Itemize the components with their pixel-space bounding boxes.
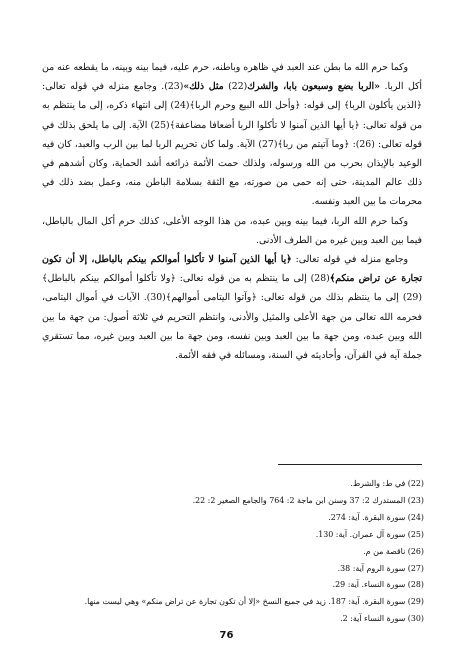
quote-text: «الربا بضع وسبعون بابا، والشرك — [247, 81, 380, 93]
footnote-marker: (22) — [223, 81, 248, 93]
footnote: (24) سورة البقرة. آية: 274. — [328, 512, 424, 522]
footnote: (29) سورة البقرة. آية: 187. زيد في جميع النسخ «إلا أن تكون تجارة عن تراض منكم» وهي ليست منها. — [84, 597, 424, 607]
footnote: (23) المستدرك 2: 37 وسنن ابن ماجة 2: 764 والجامع الصغير 2: 22. — [192, 495, 424, 505]
footnote: (27) سورة الروم آية: 38. — [337, 563, 424, 573]
paragraph-text: وجامع منزله في قوله تعالى: — [291, 254, 408, 266]
footnote: (30) سورة النساء آية: 2. — [340, 614, 424, 624]
paragraph-text: وكما حرم الله ما بطن عند العبد في ظاهره وباطنه، حرم عليه، فيما بينه وبينه، ما يقطعه عنه من أكل الربا. — [42, 62, 422, 93]
quote-text: ﴿يا أيها الذين آمنوا لا تأكلوا أموالكم بينكم بالباطل، إلا أن تكون تجارة عن تراض منكم﴾ — [42, 254, 422, 285]
footnote-marker: (28) — [306, 273, 330, 285]
paragraph — [42, 58, 422, 212]
paragraph-text: (23). وجامع منزله في قوله تعالى: ﴿الذين يأكلون الربا﴾ إلى قوله: ﴿وأحل الله البيع وحرم الربا﴾(24) إلى انتهاء ذكره، إلى ما ينتظم به من قوله تعالى: ﴿يا أيها الذين آمنوا لا تأكلوا الربا أضعافا مضاعفة﴾(25) الآية. إلى ما يلحق بذلك في قوله تعالى: (26): ﴿وما آتيتم من ربا﴾(27) الآية. ولما كان تحريم الربا لما بين الرب والعبد، كان فيه الوعيد بالإيذان بحرب من الله ورسوله، ولذلك حمت الأئمة ذرائعه أشد الحماية، وكان أشدهم في ذلك عالم المدينة، حتى إنه حمى من صورته، مع الثقة بسلامة الباطن منه، وعمل بضد ذلك في محرمات ما بين العبد ونفسه. — [42, 81, 422, 208]
footnotes — [40, 476, 424, 628]
main-text — [42, 58, 422, 365]
page-number: 76 — [219, 630, 234, 641]
footnote: (28) سورة النساء. آية: 29. — [332, 580, 424, 590]
paragraph — [42, 212, 422, 250]
paragraph-text: إلى ما ينتظم به من قوله تعالى: ﴿ولا تأكلوا أموالكم بينكم بالباطل﴾(29) إلى ما ينتظم بذلك من قوله تعالى: ﴿وآتوا اليتامى أموالهم﴾(30). الآيات في أموال اليتامى، فحرمه الله تعالى من جهة الأعلى والمثيل والأدنى، وانتظم التحريم في ثلاثة أصول: من جهة ما بين الله وبين عبده، ومن جهة ما بين العبد وبين نفسه، ومن جهة ما بين العبد وبين غيره، مما تستقري جملة آيه في القرآن، وأحاديثه في السنة، ومسائله في فقه الأئمة. — [42, 273, 422, 362]
footnote: (26) ناقصة من م. — [363, 546, 424, 556]
paragraph — [42, 250, 422, 365]
paragraph-text: وكما حرم الله الربا، فيما بينه وبين عبده، من هذا الوجه الأعلى، كذلك حرم أكل المال بالباطل، فيما بين العبد وبين غيره من الطرف الأدنى. — [42, 215, 422, 246]
footnote: (22) في ط: والشرط. — [350, 479, 424, 488]
footnote-divider — [278, 464, 422, 465]
footnote: (25) سورة آل عمران. آية: 130. — [315, 529, 424, 539]
quote-text: مثل ذلك» — [183, 81, 224, 93]
